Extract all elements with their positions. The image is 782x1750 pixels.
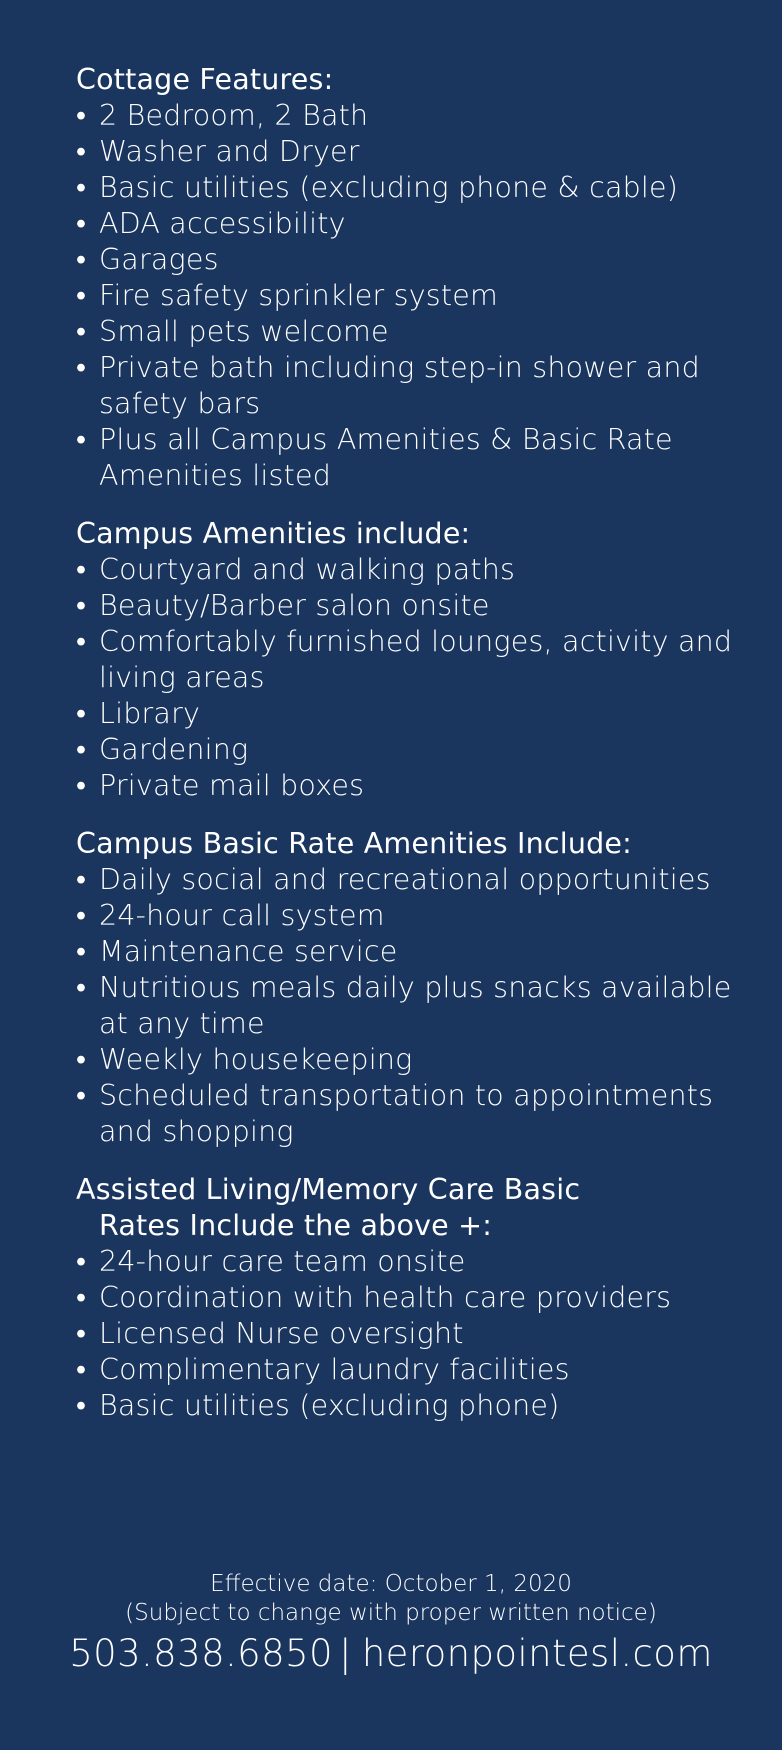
campus-amenities-heading: Campus Amenities include: (76, 517, 471, 550)
list-item: • Maintenance service (75, 934, 765, 970)
campus-amenities-section (75, 516, 765, 804)
list-item: • Washer and Dryer (75, 134, 765, 170)
list-item: • Garages (75, 242, 765, 278)
basic-rate-amenities-section (75, 826, 765, 1150)
basic-rate-amenities-heading: Campus Basic Rate Amenities Include: (76, 827, 632, 860)
list-item: • 2 Bedroom, 2 Bath (75, 98, 765, 134)
list-item: • Private bath including step-in shower and safety bars (75, 350, 765, 422)
list-item: • ADA accessibility (75, 206, 765, 242)
contact-line (0, 1631, 782, 1677)
list-item: • Courtyard and walking paths (75, 552, 765, 588)
list-item: • Plus all Campus Amenities & Basic Rate Amenities listed (75, 422, 765, 494)
phone-number[interactable]: 503.838.6850 (69, 1632, 333, 1675)
website-link[interactable]: heronpointesl.com (361, 1632, 713, 1675)
cottage-features-list (75, 98, 765, 494)
campus-amenities-list (75, 552, 765, 804)
list-item: • Nutritious meals daily plus snacks available at any time (75, 970, 765, 1042)
assisted-living-heading (75, 1172, 765, 1244)
effective-date: Effective date: October 1, 2020 (210, 1571, 572, 1597)
list-item: • Library (75, 696, 765, 732)
list-item: • Private mail boxes (75, 768, 765, 804)
assisted-living-heading-line2: Rates Include the above +: (99, 1209, 493, 1242)
cottage-features-heading: Cottage Features: (76, 63, 334, 96)
list-item: • 24-hour call system (75, 898, 765, 934)
assisted-living-list (75, 1244, 765, 1424)
cottage-features-section (75, 62, 765, 494)
list-item: • Small pets welcome (75, 314, 765, 350)
list-item: • Licensed Nurse oversight (75, 1316, 765, 1352)
assisted-living-section (75, 1172, 765, 1424)
list-item: • Comfortably furnished lounges, activity and living areas (75, 624, 765, 696)
list-item: • Beauty/Barber salon onsite (75, 588, 765, 624)
list-item: • Basic utilities (excluding phone) (75, 1388, 765, 1424)
change-notice: (Subject to change with proper written notice) (125, 1600, 657, 1626)
assisted-living-heading-line1: Assisted Living/Memory Care Basic (76, 1173, 581, 1206)
list-item: • Fire safety sprinkler system (75, 278, 765, 314)
list-item: • Scheduled transportation to appointments and shopping (75, 1078, 765, 1150)
basic-rate-amenities-list (75, 862, 765, 1150)
list-item: • Gardening (75, 732, 765, 768)
list-item: • Basic utilities (excluding phone & cable) (75, 170, 765, 206)
contact-separator: | (338, 1632, 352, 1675)
list-item: • Coordination with health care providers (75, 1280, 765, 1316)
amenities-content (75, 62, 765, 1424)
list-item: • 24-hour care team onsite (75, 1244, 765, 1280)
list-item: • Weekly housekeeping (75, 1042, 765, 1078)
list-item: • Complimentary laundry facilities (75, 1352, 765, 1388)
footer (0, 1570, 782, 1677)
list-item: • Daily social and recreational opportunities (75, 862, 765, 898)
